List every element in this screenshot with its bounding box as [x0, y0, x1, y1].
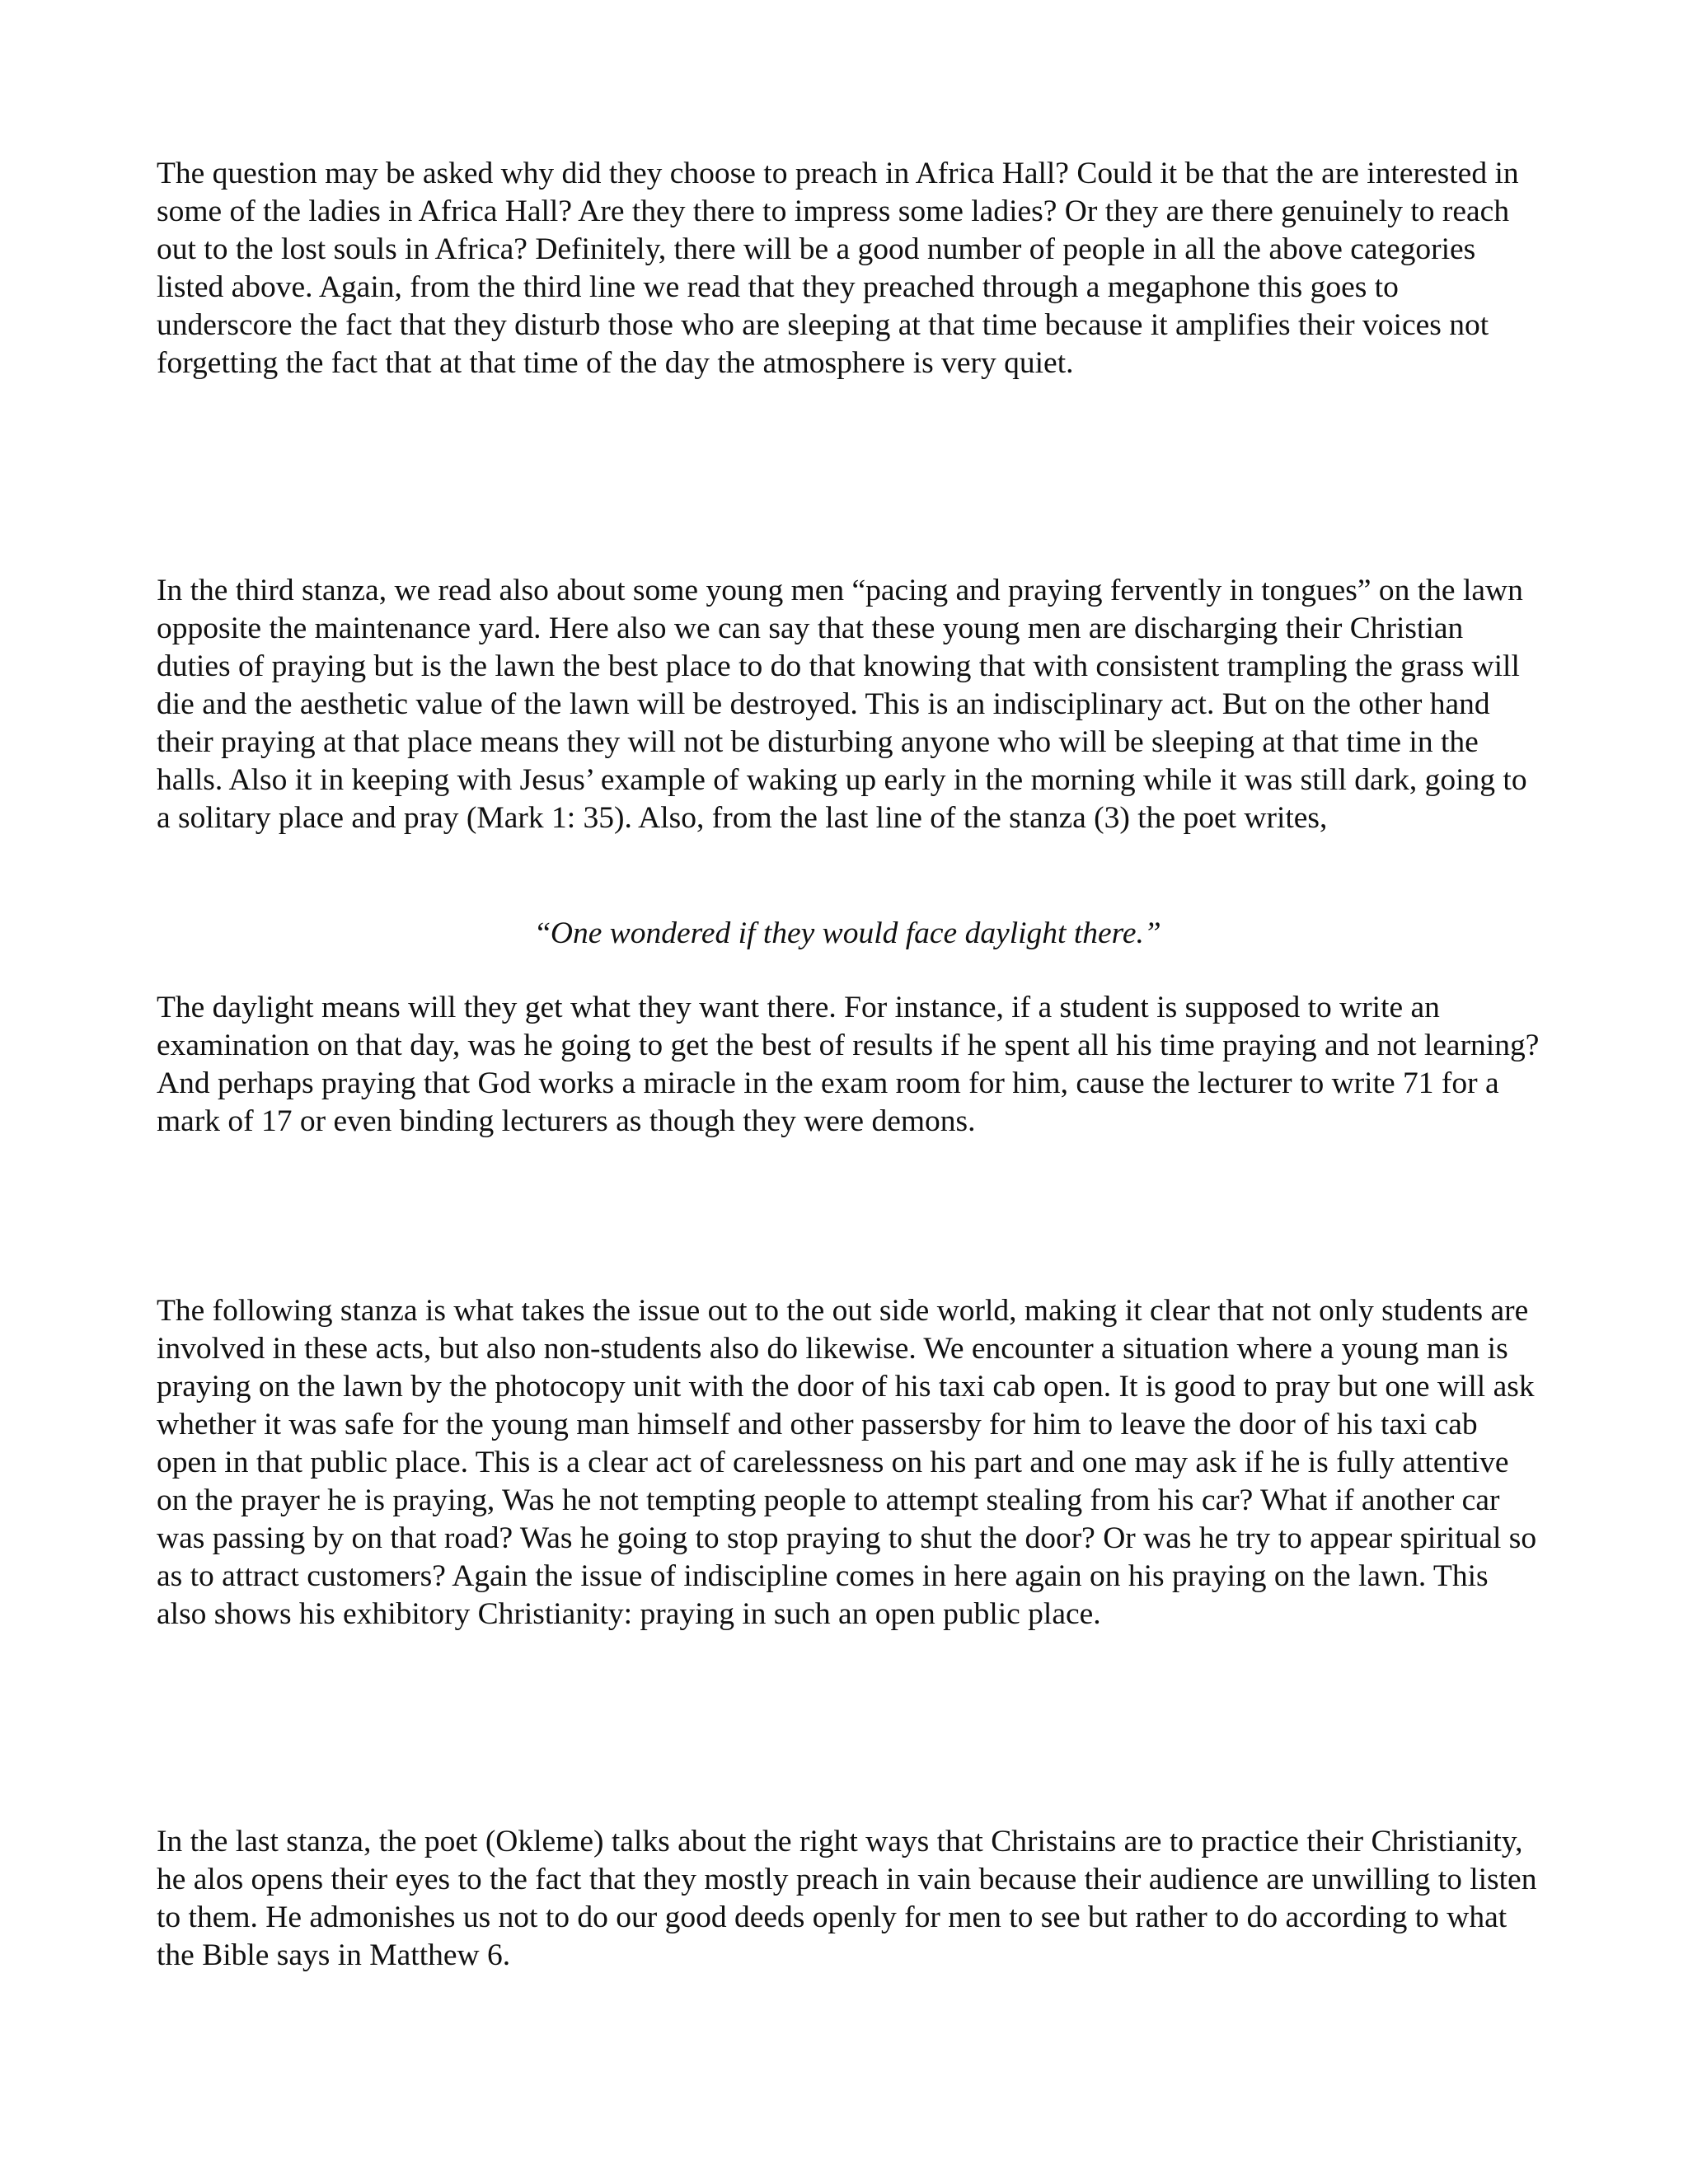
quote-text: One wondered if they would face daylight there.”	[550, 916, 1161, 950]
paragraph-text: In the last stanza, the poet (Okleme) talks about the right ways that Christains are to practice their Christianity, he alos opens their eyes to the fact that they mostly preach in vain because their audience are unwilling to listen to them. He admonishes us not to do our good deeds openly for men to see but rather to do according to what the Bible says in Matthew 6.	[157, 1825, 1537, 1972]
paragraph-africa-hall	[157, 155, 1541, 382]
paragraph-text: The following stanza is what takes the issue out to the out side world, making it clear that not only students are involved in these acts, but also non-students also do likewise. We encounter a situation where a young man is praying on the lawn by the photocopy unit with the door of his taxi cab open. It is good to pray but one will ask whether it was safe for the young man himself and other passersby for him to leave the door of his taxi cab open in that public place. This is a clear act of carelessness on his part and one may ask if he is fully attentive on the prayer he is praying, Was he not tempting people to attempt stealing from his car? What if another car was passing by on that road? Was he going to stop praying to shut the door? Or was he try to appear spiritual so as to attract customers? Again the issue of indiscipline comes in here again on his praying on the lawn. This also shows his exhibitory Christianity: praying in such an open public place.	[157, 1294, 1537, 1631]
paragraph-third-stanza	[157, 572, 1541, 837]
paragraph-text: The question may be asked why did they choose to preach in Africa Hall? Could it be that the are interested in some of the ladies in Africa Hall? Are they there to impress some ladies? Or they are there genuinely to reach out to the lost souls in Africa? Definitely, there will be a good number of people in all the above categories listed above. Again, from the third line we read that they preached through a megaphone this goes to underscore the fact that they disturb those who are sleeping at that time because it amplifies their voices not forgetting the fact that at that time of the day the atmosphere is very quiet.	[157, 157, 1519, 380]
paragraph-last-stanza	[157, 1823, 1541, 1975]
paragraph-daylight	[157, 989, 1541, 1141]
paragraph-text: In the third stanza, we read also about some young men “pacing and praying fervently in tongues” on the lawn opposite the maintenance yard. Here also we can say that these young men are discharging their Christian duties of praying but is the lawn the best place to do that knowing that with consistent trampling the grass will die and the aesthetic value of the lawn will be destroyed. This is an indisciplinary act. But on the other hand their praying at that place means they will not be disturbing anyone who will be sleeping at that time in the halls. Also it in keeping with Jesus’ example of waking up early in the morning while it was still dark, going to a solitary place and pray (Mark 1: 35). Also, from the last line of the stanza (3) the poet writes,	[157, 574, 1527, 835]
quote-open-mark: “	[537, 916, 551, 950]
block-quote	[157, 915, 1541, 953]
paragraph-text: The daylight means will they get what they want there. For instance, if a student is supposed to write an examination on that day, was he going to get the best of results if he spent all his time praying and not learning? And perhaps praying that God works a miracle in the exam room for him, cause the lecturer to write 71 for a mark of 17 or even binding lecturers as though they were demons.	[157, 991, 1540, 1138]
paragraph-following-stanza	[157, 1292, 1541, 1633]
